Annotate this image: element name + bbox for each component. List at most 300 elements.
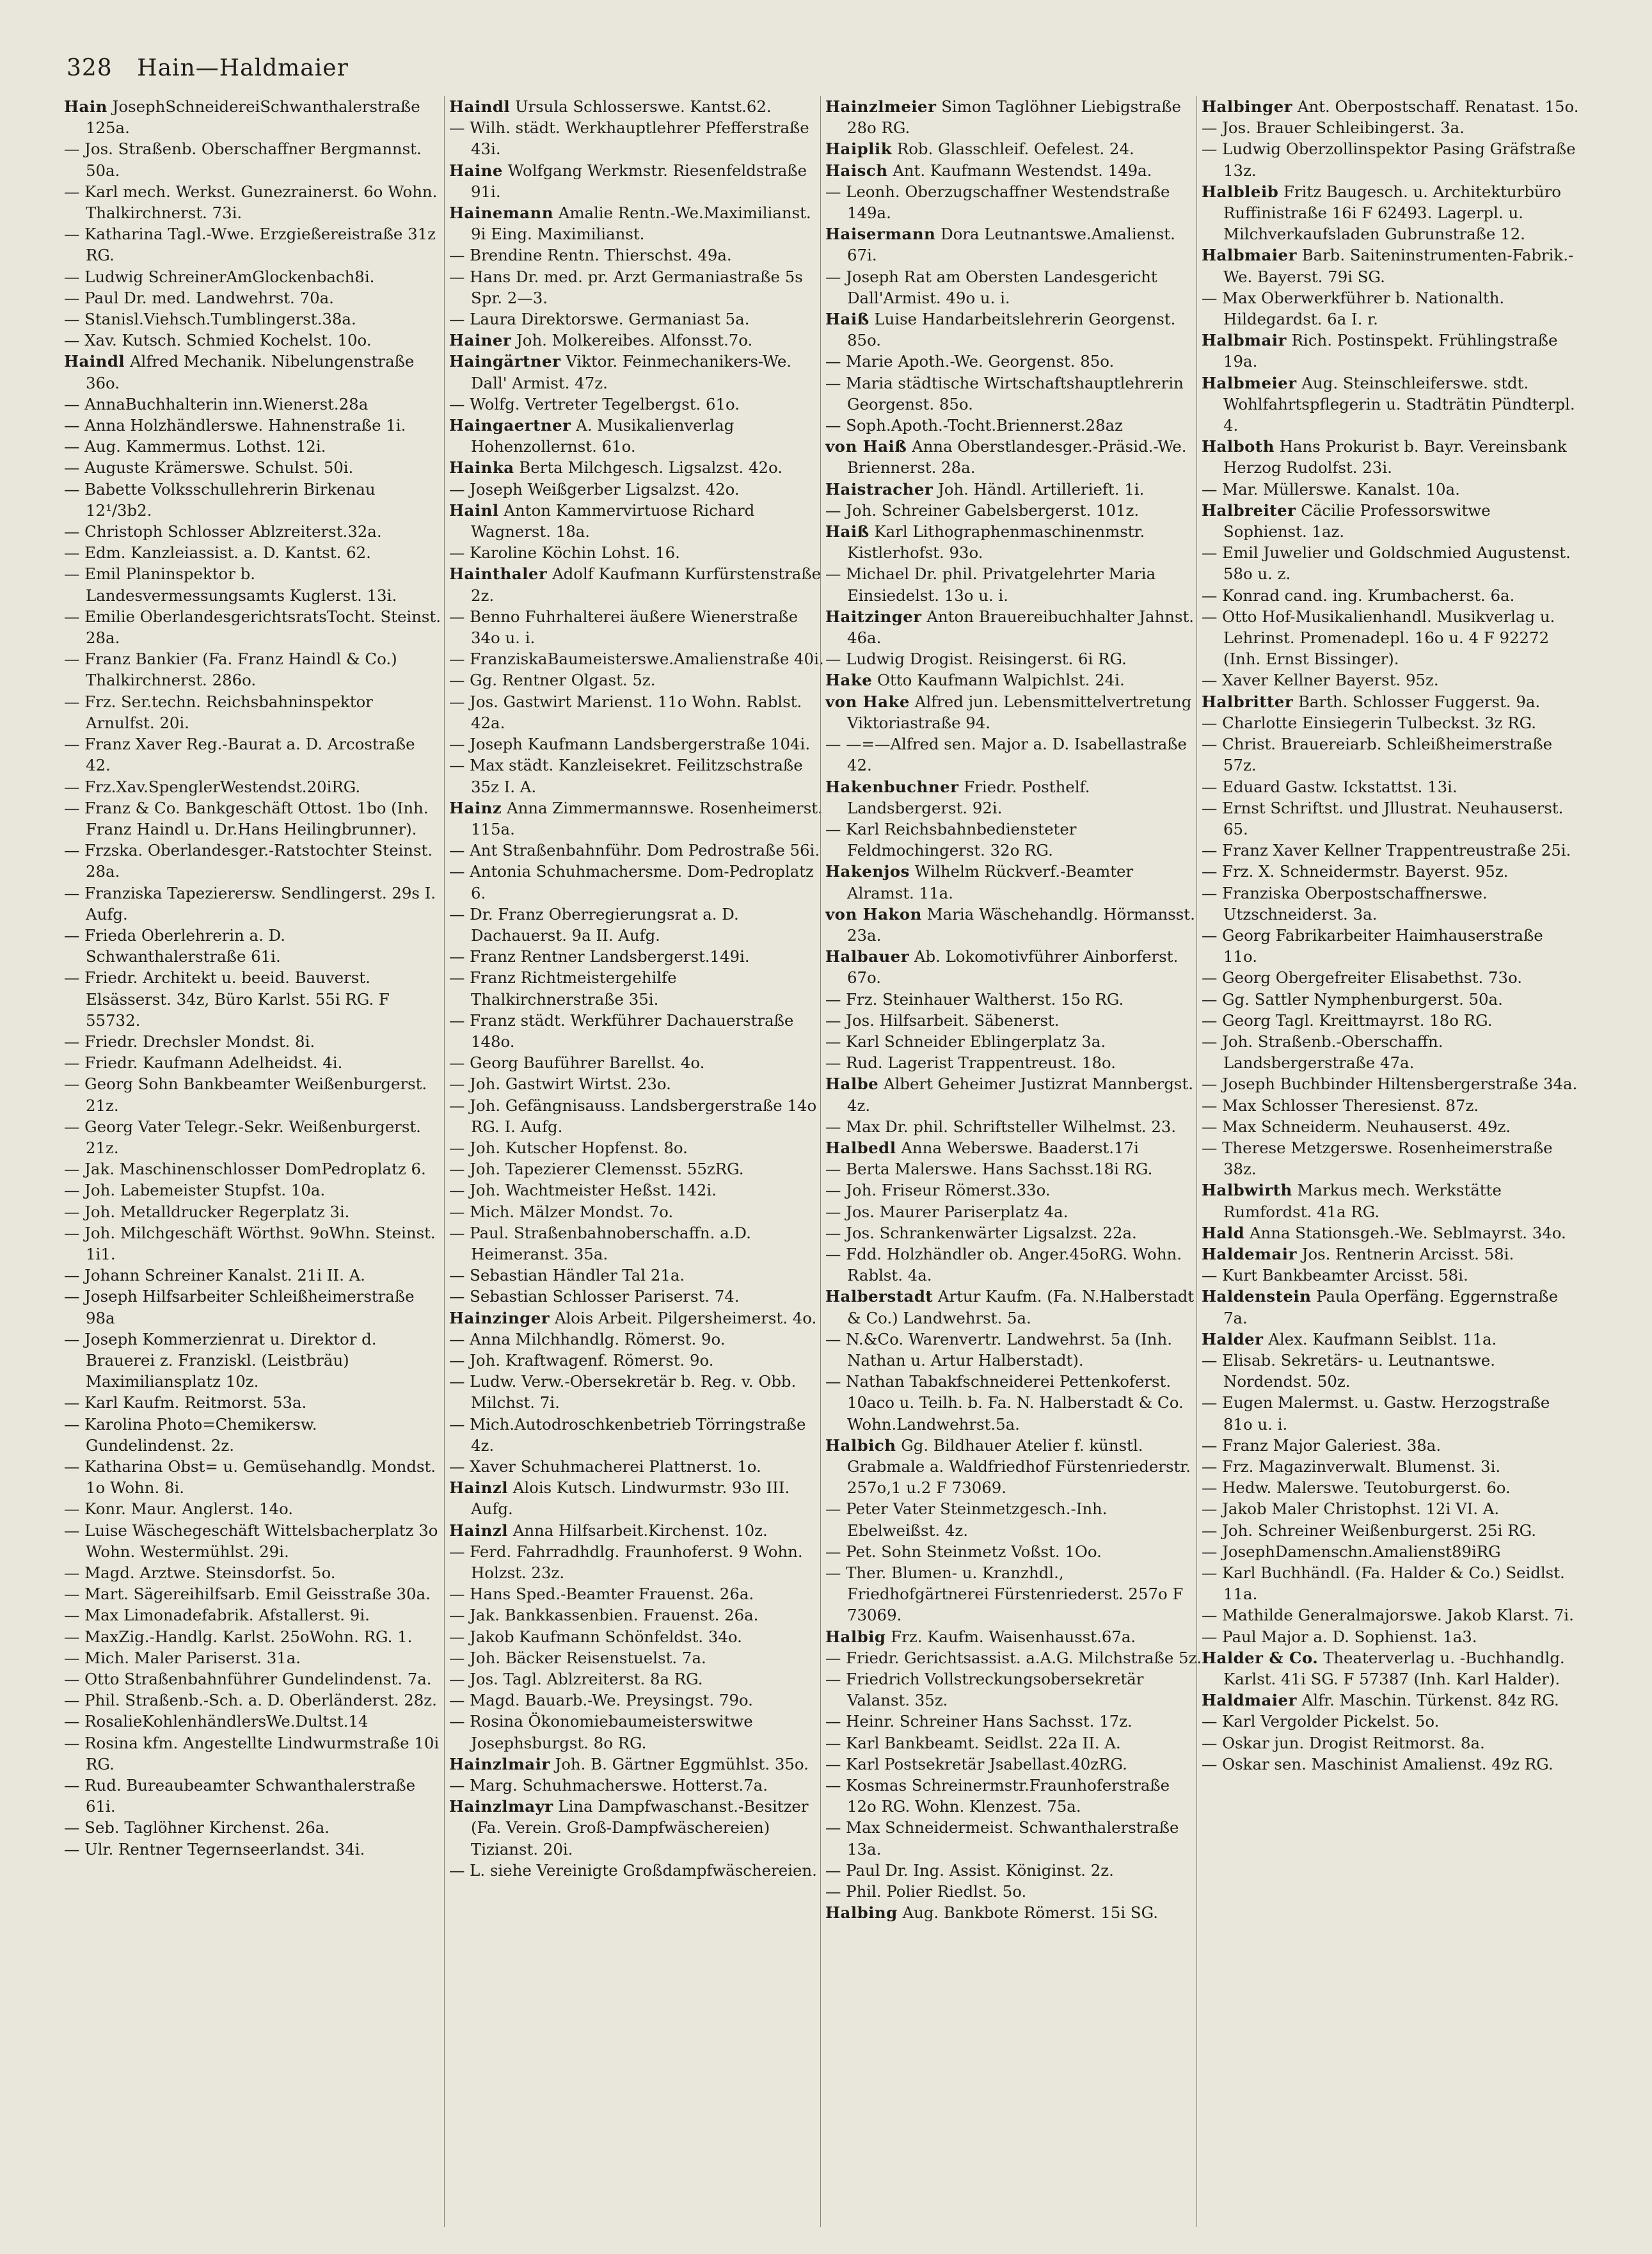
entry-text: Sebastian Schlosser Pariserst. 74. [470,1287,740,1306]
directory-entry: — Franz Xaver Kellner Trappentreustraße 25i. [1202,841,1571,860]
entry-text: Benno Fuhrhalterei äußere Wienerstraße 34o u. i. [470,607,798,648]
entry-surname: Halbich [825,1435,896,1455]
entry-text: Joh. Molkereibes. Alfonsst.7o. [516,331,753,350]
directory-entry [825,1137,1203,1158]
directory-entry: — Hans Dr. med. pr. Arzt Germaniastraße 5s Spr. 2—3. [449,267,803,307]
entry-text: Anton Brauereibuchhalter Jahnst. 46a. [847,607,1195,648]
entry-text: Anton Kammervirtuose Richard Wagnerst. 18a. [471,500,755,541]
entry-text: Anna Holzhändlerswe. Hahnenstraße 1i. [84,416,406,435]
entry-text: Paul. Straßenbahnoberschaffn. a.D. Heimeranst. 35a. [470,1223,751,1263]
entry-text: Pet. Sohn Steinmetz Voßst. 1Oo. [846,1542,1102,1561]
directory-entry [825,861,1203,903]
directory-entry: — Stanisl.Viehsch.Tumblingerst.38a. [64,310,356,329]
entry-text: Xaver Kellner Bayerst. 95z. [1222,671,1439,690]
entry-surname: Hakenbuchner [825,777,959,796]
directory-entry [449,563,827,605]
directory-entry [825,1435,1203,1499]
entry-text: Otto Kaufmann Walpichlst. 24i. [877,671,1125,690]
entry-text: Georg Bauführer Barellst. 4o. [470,1053,705,1073]
directory-entry: — Jos. Brauer Schleibingerst. 3a. [1202,118,1465,138]
directory-entry: — Jos. Straßenb. Oberschaffner Bergmannst. 50a. [64,140,422,180]
directory-entry: — Ant Straßenbahnführ. Dom Pedrostraße 56i. [449,841,820,860]
directory-entry: — Joh. Straßenb.-Oberschaffn. Landsbergerstraße 47a. [1202,1032,1443,1073]
directory-entry [1202,1690,1579,1711]
entry-text: Peter Vater Steinmetzgesch.-Inh. Ebelweißst. 4z. [846,1499,1108,1540]
directory-entry [825,1073,1203,1115]
directory-entry: — Georg Fabrikarbeiter Haimhauserstraße 11o. [1202,925,1543,966]
entry-surname: Halbmair [1202,331,1287,350]
directory-entry [825,1286,1203,1328]
entry-text: Frz. Steinhauer Waltherst. 15o RG. [846,989,1124,1009]
directory-entry: — Mich. Mälzer Mondst. 7o. [449,1202,674,1221]
directory-entry: — Joh. Gastwirt Wirtst. 23o. [449,1075,671,1094]
directory-entry: — Joseph Hilfsarbeiter Schleißheimerstraße 98a [64,1287,415,1327]
entry-text: Max Schneidermeist. Schwanthalerstraße 13a. [846,1818,1179,1858]
directory-entry: — Mathilde Generalmajorswe. Jakob Klarst. 7i. [1202,1606,1574,1625]
entry-surname: Halboth [1202,437,1275,456]
directory-entry: — Brendine Rentn. Thierschst. 49a. [449,246,732,265]
entry-text: Jakob Kaufmann Schönfeldst. 34o. [470,1627,742,1646]
entry-text: Frz. X. Schneidermstr. Bayerst. 95z. [1222,862,1509,881]
entry-text: Cäcilie Professorswitwe Sophienst. 1az. [1223,500,1491,541]
directory-entry: — Franz & Co. Bankgeschäft Ottost. 1bo (Inh. Franz Haindl u. Dr.Hans Heilingbrunner). [64,798,429,838]
entry-text: Jos. Tagl. Ablzreiterst. 8a RG. [470,1670,703,1689]
entry-text: Magd. Arztwe. Steinsdorfst. 5o. [84,1563,336,1583]
directory-entry: — Rud. Bureaubeamter Schwanthalerstraße 61i. [64,1776,416,1816]
directory-entry: — Karl Vergolder Pickelst. 5o. [1202,1712,1440,1731]
entry-text: Therese Metzgerswe. Rosenheimerstraße 38z. [1222,1138,1553,1179]
directory-entry [1202,1286,1579,1328]
entry-text: Xav. Kutsch. Schmied Kochelst. 10o. [84,331,372,350]
entry-surname: Haindl [449,97,511,116]
page-header [67,55,349,81]
directory-entry: — Joh. Labemeister Stupfst. 10a. [64,1181,326,1200]
entry-text: Xaver Schuhmacherei Plattnerst. 1o. [470,1457,761,1476]
entry-surname: Hainzlmayr [449,1797,553,1816]
entry-text: Aug. Bankbote Römerst. 15i SG. [902,1903,1158,1922]
entry-text: Joh. Friseur Römerst.33o. [846,1181,1051,1200]
entry-text: Babette Volksschullehrerin Birkenau 12¹/3b2. [84,479,376,520]
directory-entry: — Joh. Friseur Römerst.33o. [825,1181,1051,1200]
directory-column-1 [64,96,441,2227]
entry-surname: Hainzl [449,1521,508,1540]
entry-text: Joseph Kommerzienrat u. Direktor d. Brauerei z. Franziskl. (Leistbräu) Maximiliansplatz 10z. [84,1329,377,1391]
entry-text: Jos. Gastwirt Marienst. 11o Wohn. Rablst. 42a. [470,692,802,732]
directory-entry: — Paul. Straßenbahnoberschaffn. a.D. Heimeranst. 35a. [449,1223,751,1263]
entry-text: Edm. Kanzleiassist. a. D. Kantst. 62. [84,543,371,563]
entry-text: Karoline Köchin Lohst. 16. [470,543,680,563]
directory-entry: — Max Oberwerkführer b. Nationalth. Hildegardst. 6a I. r. [1202,288,1505,329]
entry-text: Mart. Sägereihilfsarb. Emil Geisstraße 30a. [84,1585,431,1604]
entry-text: Stanisl.Viehsch.Tumblingerst.38a. [84,310,356,329]
entry-surname: Hainemann [449,204,553,223]
entry-text: Seb. Taglöhner Kirchenst. 26a. [84,1818,330,1837]
directory-entry [1202,500,1579,542]
entry-surname: Halbritter [1202,692,1294,711]
directory-entry: — Heinr. Schreiner Hans Sachsst. 17z. [825,1712,1132,1731]
directory-entry: — Fdd. Holzhändler ob. Anger.45oRG. Wohn. Rablst. 4a. [825,1244,1182,1285]
entry-text: Franz Bankier (Fa. Franz Haindl & Co.) Thalkirchnerst. 286o. [84,650,397,690]
entry-text: Kosmas Schreinermstr.Fraunhoferstraße 12o RG. Wohn. Klenzest. 75a. [846,1776,1170,1816]
entry-text: Luise Wäschegeschäft Wittelsbacherplatz 3o Wohn. Westermühlst. 29i. [84,1521,438,1561]
entry-text: Joseph Kaufmann Landsbergerstraße 104i. [470,735,811,754]
directory-entry [825,946,1203,988]
entry-surname: Hainzinger [449,1308,550,1327]
directory-entry: — Karl Postsekretär Jsabellast.40zRG. [825,1754,1127,1773]
column-divider [820,96,821,2227]
directory-entry: — Babette Volksschullehrerin Birkenau 12¹/3b2. [64,479,376,520]
directory-entry: — Laura Direktorswe. Germaniast 5a. [449,310,750,329]
entry-surname: Haitzinger [825,607,922,626]
directory-entry: — Karoline Köchin Lohst. 16. [449,543,680,563]
entry-surname: Halder & Co. [1202,1648,1319,1667]
directory-entry [449,160,827,202]
entry-text: Katharina Obst= u. Gemüsehandlg. Mondst. 1o Wohn. 8i. [84,1457,436,1498]
directory-entry: — Soph.Apoth.-Tocht.Briennerst.28az [825,416,1123,435]
entry-text: Simon Taglöhner Liebigstraße 28o RG. [847,97,1181,138]
directory-entry: — Hans Sped.-Beamter Frauenst. 26a. [449,1585,754,1604]
directory-entry: — Oskar sen. Maschinist Amalienst. 49z RG. [1202,1754,1553,1773]
entry-text: Joseph Rat am Obersten Landesgericht Dall'Armist. 49o u. i. [846,267,1157,307]
entry-text: MaxZig.-Handlg. Karlst. 25oWohn. RG. 1. [84,1627,413,1646]
directory-entry: — Katharina Obst= u. Gemüsehandlg. Mondst. 1o Wohn. 8i. [64,1457,436,1498]
entry-text: Alois Arbeit. Pilgersheimerst. 4o. [554,1308,817,1327]
directory-entry: — Frieda Oberlehrerin a. D. Schwanthalerstraße 61i. [64,925,286,966]
entry-text: Ludw. Verw.-Obersekretär b. Reg. v. Obb. Milchst. 7i. [470,1372,797,1412]
directory-entry: — Jos. Gastwirt Marienst. 11o Wohn. Rablst. 42a. [449,692,802,732]
directory-entry: — Mich. Maler Pariserst. 31a. [64,1648,301,1667]
entry-text: Joseph Buchbinder Hiltensbergerstraße 34a. [1222,1075,1578,1094]
entry-text: Mich. Maler Pariserst. 31a. [84,1648,301,1667]
directory-entry: — Sebastian Schlosser Pariserst. 74. [449,1287,740,1306]
directory-entry: — Luise Wäschegeschäft Wittelsbacherplatz 3o Wohn. Westermühlst. 29i. [64,1521,438,1561]
entry-text: Karl Kaufm. Reitmorst. 53a. [84,1393,307,1412]
entry-surname: Haiß [825,522,870,541]
directory-entry [825,669,1203,691]
directory-entry [449,1520,827,1541]
entry-text: Maria städtische Wirtschaftshauptlehrerin Georgenst. 85o. [846,373,1184,413]
directory-entry: — Oskar jun. Drogist Reitmorst. 8a. [1202,1733,1485,1752]
entry-text: Gg. Sattler Nymphenburgerst. 50a. [1222,989,1503,1009]
directory-entry: — Franz Xaver Reg.-Baurat a. D. Arcostraße 42. [64,735,415,775]
directory-entry [1202,372,1579,436]
directory-entry: — Jos. Maurer Pariserplatz 4a. [825,1202,1068,1221]
directory-column-3 [825,96,1203,2227]
entry-text: Fdd. Holzhändler ob. Anger.45oRG. Wohn. Rablst. 4a. [846,1244,1182,1285]
directory-entry: — Franz städt. Werkführer Dachauerstraße 148o. [449,1011,794,1051]
entry-text: Joh. Metalldrucker Regerplatz 3i. [84,1202,350,1221]
entry-text: Max Schneiderm. Neuhauserst. 49z. [1222,1117,1511,1136]
entry-text: Frz. Magazinverwalt. Blumenst. 3i. [1222,1457,1501,1476]
directory-entry: — Joh. Schreiner Weißenburgerst. 25i RG. [1202,1521,1536,1540]
directory-entry: — Frz.Xav.SpenglerWestendst.20iRG. [64,777,361,796]
directory-entry: — Karl mech. Werkst. Gunezrainerst. 6o Wohn. Thalkirchnerst. 73i. [64,182,438,223]
entry-text: Paul Dr. med. Landwehrst. 70a. [84,288,334,307]
directory-entry: — FranziskaBaumeisterswe.Amalienstraße 40i. [449,650,824,669]
directory-entry: — Eduard Gastw. Ickstattst. 13i. [1202,777,1457,796]
directory-entry [1202,1179,1579,1222]
directory-entry: — Karl Schneider Eblingerplatz 3a. [825,1032,1106,1051]
directory-entry [825,96,1203,138]
directory-entry: — Therese Metzgerswe. Rosenheimerstraße 38z. [1202,1138,1553,1179]
entry-text: Karl Vergolder Pickelst. 5o. [1222,1712,1440,1731]
entry-text: Anna Stationsgeh.-We. Seblmayrst. 34o. [1249,1223,1566,1242]
directory-entry: — Emil Juwelier und Goldschmied Augustenst. 58o u. z. [1202,543,1571,584]
directory-entry: — Benno Fuhrhalterei äußere Wienerstraße 34o u. i. [449,607,798,648]
directory-entry: — Ludwig Drogist. Reisingerst. 6i RG. [825,650,1127,669]
directory-entry: — Max Schneidermeist. Schwanthalerstraße 13a. [825,1818,1179,1858]
directory-entry [1202,1329,1579,1350]
entry-text: Heinr. Schreiner Hans Sachsst. 17z. [846,1712,1132,1731]
entry-text: Phil. Straßenb.-Sch. a. D. Oberländerst. 28z. [84,1691,437,1710]
directory-entry: — Georg Sohn Bankbeamter Weißenburgerst. 21z. [64,1075,427,1115]
directory-entry [825,223,1203,266]
directory-entry [825,479,1203,500]
directory-entry: — Sebastian Händler Tal 21a. [449,1266,685,1285]
directory-entry: — Paul Major a. D. Sophienst. 1a3. [1202,1627,1477,1646]
entry-text: Karl mech. Werkst. Gunezrainerst. 6o Wohn. Thalkirchnerst. 73i. [84,182,438,223]
directory-column-2 [449,96,827,2227]
entry-text: JosephSchneidereiSchwanthalerstraße 125a. [86,97,420,138]
entry-surname: Haisch [825,161,888,180]
entry-text: Franziska Tapezierersw. Sendlingerst. 29s I. Aufg. [84,883,436,923]
directory-entry: — Eugen Malermst. u. Gastw. Herzogstraße 81o u. i. [1202,1393,1550,1434]
directory-entry: — Jakob Maler Christophst. 12i VI. A. [1202,1499,1500,1519]
directory-entry: — Franziska Oberpostschaffnerswe. Utzschneiderst. 3a. [1202,883,1488,923]
entry-surname: Hainzlmeier [825,97,937,116]
column-divider [1196,96,1197,2227]
entry-text: Auguste Krämerswe. Schulst. 50i. [84,458,354,477]
entry-surname: Halbmeier [1202,373,1297,392]
entry-text: Mich.Autodroschkenbetrieb Törringstraße 4z. [470,1414,806,1455]
entry-text: Hans Dr. med. pr. Arzt Germaniastraße 5s Spr. 2—3. [470,267,803,307]
directory-entry [825,904,1203,946]
directory-entry: — Nathan Tabakfschneiderei Pettenkoferst. 10aco u. Teilh. b. Fa. N. Halberstadt & Co. Wohn.Landwehrst.5a. [825,1372,1184,1434]
entry-text: Lina Dampfwaschanst.-Besitzer (Fa. Verein. Groß-Dampfwäschereien) Tizianst. 20i. [471,1797,809,1858]
entry-text: Gg. Rentner Olgast. 5z. [470,671,656,690]
entry-text: Antonia Schuhmachersme. Dom-Pedroplatz 6. [470,862,814,902]
entry-text: Johann Schreiner Kanalst. 21i II. A. [84,1266,365,1285]
entry-text: Markus mech. Werkstätte Rumfordst. 41a RG. [1223,1181,1502,1221]
entry-surname: Haingärtner [449,352,561,371]
entry-text: Alfr. Maschin. Türkenst. 84z RG. [1301,1691,1559,1710]
entry-text: Gg. Bildhauer Atelier f. künstl. Grabmale a. Waldfriedhof Fürstenriederstr. 257o,1 u.2 F 73069. [847,1435,1191,1498]
entry-text: Paul Dr. Ing. Assist. Königinst. 2z. [846,1860,1114,1880]
entry-surname: Halbwirth [1202,1181,1292,1200]
entry-text: Katharina Tagl.-Wwe. Erzgießereistraße 31z RG. [84,225,436,265]
entry-text: Ludwig Oberzollinspektor Pasing Gräfstraße 13z. [1222,140,1576,180]
entry-text: Luise Handarbeitslehrerin Georgenst. 85o. [847,310,1176,350]
entry-text: Joh. Gefängnisauss. Landsbergerstraße 14o RG. I. Aufg. [470,1096,817,1136]
directory-entry [449,1307,827,1329]
directory-entry: — Ther. Blumen- u. Kranzhdl., Friedhofgärtnerei Fürstenriederst. 257o F 73069. [825,1563,1184,1625]
directory-entry [449,351,827,393]
entry-surname: Halbe [825,1075,879,1094]
directory-entry: — Auguste Krämerswe. Schulst. 50i. [64,458,354,477]
entry-surname: Halbreiter [1202,500,1296,520]
directory-entry [825,691,1203,733]
entry-surname: von Hake [825,692,910,711]
entry-text: Aug. Steinschleiferswe. stdt. Wohlfahrtspflegerin u. Stadträtin Pündterpl. 4. [1223,373,1575,435]
entry-text: Emilie OberlandesgerichtsratsTocht. Steinst. 28a. [84,607,441,648]
entry-text: Frz. Kaufm. Waisenhausst.67a. [891,1627,1136,1646]
page-range: Hain—Haldmaier [137,55,349,81]
entry-text: Joh. Händl. Artillerieft. 1i. [938,479,1145,499]
directory-entry: — Friedr. Gerichtsassist. a.A.G. Milchstraße 5z. [825,1648,1202,1667]
directory-entry: — Antonia Schuhmachersme. Dom-Pedroplatz 6. [449,862,814,902]
directory-entry: — Joh. Metalldrucker Regerplatz 3i. [64,1202,350,1221]
directory-entry: — Pet. Sohn Steinmetz Voßst. 1Oo. [825,1542,1102,1561]
directory-entry [449,797,827,840]
directory-entry: — Dr. Franz Oberregierungsrat a. D. Dachauerst. 9a II. Aufg. [449,904,739,945]
entry-text: Joh. Tapezierer Clemensst. 55zRG. [470,1160,744,1179]
directory-entry: — Magd. Arztwe. Steinsdorfst. 5o. [64,1563,336,1583]
entry-surname: Halberstadt [825,1287,933,1306]
column-divider [444,96,445,2227]
entry-text: Emil Juwelier und Goldschmied Augustenst. 58o u. z. [1222,543,1571,584]
entry-text: Max Dr. phil. Schriftsteller Wilhelmst. 23. [846,1117,1177,1136]
directory-entry: — Joh. Bäcker Reisenstuelst. 7a. [449,1648,706,1667]
entry-text: Ant. Oberpostschaff. Renatast. 15o. [1297,97,1579,116]
directory-entry: — Xaver Schuhmacherei Plattnerst. 1o. [449,1457,761,1476]
entry-surname: Haldmaier [1202,1691,1297,1710]
entry-text: Nathan Tabakfschneiderei Pettenkoferst. 10aco u. Teilh. b. Fa. N. Halberstadt & Co. Wohn.Landwehrst.5a. [846,1372,1184,1434]
entry-text: Joh. Wachtmeister Heßst. 142i. [470,1181,717,1200]
entry-text: Otto Hof-Musikalienhandl. Musikverlag u. Lehrinst. Promenadepl. 16o u. 4 F 92272 (Inh. Ernst Bissinger). [1222,607,1555,669]
entry-text: Joh. Kraftwagenf. Römerst. 9o. [470,1350,714,1370]
entry-text: Frz. Ser.techn. Reichsbahninspektor Arnulfst. 20i. [84,692,373,732]
entry-surname: Haistracher [825,479,933,499]
entry-surname: Haingaertner [449,416,571,435]
directory-entry: — Aug. Kammermus. Lothst. 12i. [64,437,326,456]
entry-text: Ludwig SchreinerAmGlockenbach8i. [84,267,375,286]
directory-entry: — Karolina Photo=Chemikersw. Gundelindenst. 2z. [64,1414,317,1455]
entry-text: Ther. Blumen- u. Kranzhdl., Friedhofgärtnerei Fürstenriederst. 257o F 73069. [846,1563,1184,1625]
directory-entry: — Joh. Wachtmeister Heßst. 142i. [449,1181,717,1200]
directory-entry [825,436,1203,478]
entry-text: Ferd. Fahrradhdlg. Fraunhoferst. 9 Wohn. Holzst. 23z. [470,1542,803,1583]
entry-surname: Hake [825,671,873,690]
entry-text: Friedr. Architekt u. beeid. Bauverst. Elsässerst. 34z, Büro Karlst. 55i RG. F 55732. [84,968,390,1030]
directory-entry: — Ludw. Verw.-Obersekretär b. Reg. v. Obb. Milchst. 7i. [449,1372,797,1412]
directory-entry: — Frz. Ser.techn. Reichsbahninspektor Arnulfst. 20i. [64,692,373,732]
entry-text: Jos. Straßenb. Oberschaffner Bergmannst. 50a. [84,140,422,180]
directory-entry: — Xaver Kellner Bayerst. 95z. [1202,671,1439,690]
entry-text: Joh. Schreiner Gabelsbergerst. 101z. [846,500,1140,520]
directory-entry: — Rosina kfm. Angestellte Lindwurmstraße 10i RG. [64,1733,440,1773]
directory-entry: — Georg Obergefreiter Elisabethst. 73o. [1202,968,1522,987]
directory-entry [449,1754,827,1775]
entry-text: Konrad cand. ing. Krumbacherst. 6a. [1222,586,1515,605]
entry-text: Friedr. Posthelf. Landsbergerst. 92i. [847,777,1090,817]
entry-text: Ant Straßenbahnführ. Dom Pedrostraße 56i. [470,841,820,860]
entry-text: Berta Malerswe. Hans Sachsst.18i RG. [846,1160,1153,1179]
directory-entry: — Hedw. Malerswe. Teutoburgerst. 6o. [1202,1478,1511,1498]
entry-surname: Halbinger [1202,97,1293,116]
entry-text: Phil. Polier Riedlst. 5o. [846,1882,1027,1901]
entry-text: Alois Kutsch. Lindwurmstr. 93o III. Aufg. [471,1478,790,1519]
entry-text: Franz Xaver Kellner Trappentreustraße 25i. [1222,841,1571,860]
directory-entry: — Frzska. Oberlandesger.-Ratstochter Steinst. 28a. [64,841,433,881]
directory-entry: — Ferd. Fahrradhdlg. Fraunhoferst. 9 Wohn. Holzst. 23z. [449,1542,803,1583]
page-number: 328 [67,55,113,81]
entry-text: Rosina kfm. Angestellte Lindwurmstraße 10i RG. [84,1733,440,1773]
directory-entry: — Jak. Maschinenschlosser DomPedroplatz 6. [64,1160,426,1179]
directory-entry: — Franz Bankier (Fa. Franz Haindl & Co.) Thalkirchnerst. 286o. [64,650,397,690]
entry-text: Mar. Müllerswe. Kanalst. 10a. [1222,479,1460,499]
directory-entry: — Mich.Autodroschkenbetrieb Törringstraße 4z. [449,1414,806,1455]
entry-surname: Halbedl [825,1138,896,1157]
directory-entry: — Jos. Hilfsarbeit. Säbenerst. [825,1011,1060,1030]
entry-text: Christoph Schlosser Ablzreiterst.32a. [84,522,382,541]
entry-text: Konr. Maur. Anglerst. 14o. [84,1499,294,1519]
entry-text: Paula Operfäng. Eggernstraße 7a. [1223,1287,1559,1327]
entry-text: Joh. Schreiner Weißenburgerst. 25i RG. [1222,1521,1536,1540]
directory-entry: — Otto Hof-Musikalienhandl. Musikverlag u. Lehrinst. Promenadepl. 16o u. 4 F 92272 (Inh. Ernst Bissinger). [1202,607,1555,669]
directory-entry: — Anna Milchhandlg. Römerst. 9o. [449,1329,726,1348]
directory-entry: — Paul Dr. Ing. Assist. Königinst. 2z. [825,1860,1114,1880]
directory-entry: — Gg. Sattler Nymphenburgerst. 50a. [1202,989,1503,1009]
entry-text: L. siehe Vereinigte Großdampfwäschereien. [470,1860,817,1880]
directory-entry: — Friedr. Kaufmann Adelheidst. 4i. [64,1053,343,1073]
directory-entry [1202,691,1579,712]
entry-text: Franz Xaver Reg.-Baurat a. D. Arcostraße 42. [84,735,415,775]
directory-entry [1202,244,1579,287]
entry-surname: Halbmaier [1202,246,1297,265]
directory-entry: — Konrad cand. ing. Krumbacherst. 6a. [1202,586,1515,605]
entry-text: Marie Apoth.-We. Georgenst. 85o. [846,352,1115,371]
directory-column-4 [1202,96,1579,2227]
entry-text: Berta Milchgesch. Ligsalzst. 42o. [519,458,783,477]
entry-text: Magd. Bauarb.-We. Preysingst. 79o. [470,1691,753,1710]
directory-entry: — Christoph Schlosser Ablzreiterst.32a. [64,522,382,541]
directory-entry: — Max Schlosser Theresienst. 87z. [1202,1096,1479,1115]
directory-entry: — Rud. Lagerist Trappentreust. 18o. [825,1053,1116,1073]
directory-entry: — Magd. Bauarb.-We. Preysingst. 79o. [449,1691,753,1710]
directory-entry: — Ludwig Oberzollinspektor Pasing Gräfstraße 13z. [1202,140,1576,180]
entry-surname: Halbleib [1202,182,1279,201]
entry-surname: Hainl [449,500,499,520]
directory-entry: — Kurt Bankbeamter Arcisst. 58i. [1202,1266,1468,1285]
directory-entry [64,96,441,138]
entry-text: Karl Schneider Eblingerplatz 3a. [846,1032,1106,1051]
directory-entry [449,1477,827,1519]
directory-entry: — Katharina Tagl.-Wwe. Erzgießereistraße 31z RG. [64,225,436,265]
entry-surname: Hald [1202,1223,1245,1242]
entry-text: Jakob Maler Christophst. 12i VI. A. [1222,1499,1500,1519]
directory-entry: — Friedr. Architekt u. beeid. Bauverst. Elsässerst. 34z, Büro Karlst. 55i RG. F 55732. [64,968,390,1030]
entry-text: Michael Dr. phil. Privatgelehrter Maria Einsiedelst. 13o u. i. [846,564,1156,605]
directory-entry: — Joh. Kutscher Hopfenst. 8o. [449,1138,688,1157]
entry-surname: Hainzl [449,1478,508,1498]
entry-text: Barb. Saiteninstrumenten-Fabrik.-We. Bayerst. 79i SG. [1223,246,1574,286]
directory-entry [825,776,1203,819]
entry-text: Joh. Gastwirt Wirtst. 23o. [470,1075,671,1094]
entry-text: Karl Bankbeamt. Seidlst. 22a II. A. [846,1733,1121,1752]
entry-text: Rob. Glasschleif. Oefelest. 24. [896,140,1134,159]
directory-entry [449,500,827,542]
entry-surname: Halbing [825,1903,898,1922]
directory-entry: — Maria städtische Wirtschaftshauptlehrerin Georgenst. 85o. [825,373,1184,413]
entry-text: Alex. Kaufmann Seiblst. 11a. [1268,1329,1497,1348]
entry-text: Maria Wäschehandlg. Hörmansst. 23a. [847,904,1195,945]
entry-surname: Hainka [449,458,514,477]
entry-surname: von Hakon [825,904,922,923]
directory-entry: — Georg Bauführer Barellst. 4o. [449,1053,705,1073]
directory-entry: — Georg Vater Telegr.-Sekr. Weißenburgerst. 21z. [64,1117,421,1157]
entry-text: Wolfg. Vertreter Tegelbergst. 61o. [470,394,740,413]
entry-text: Joh. Bäcker Reisenstuelst. 7a. [470,1648,706,1667]
